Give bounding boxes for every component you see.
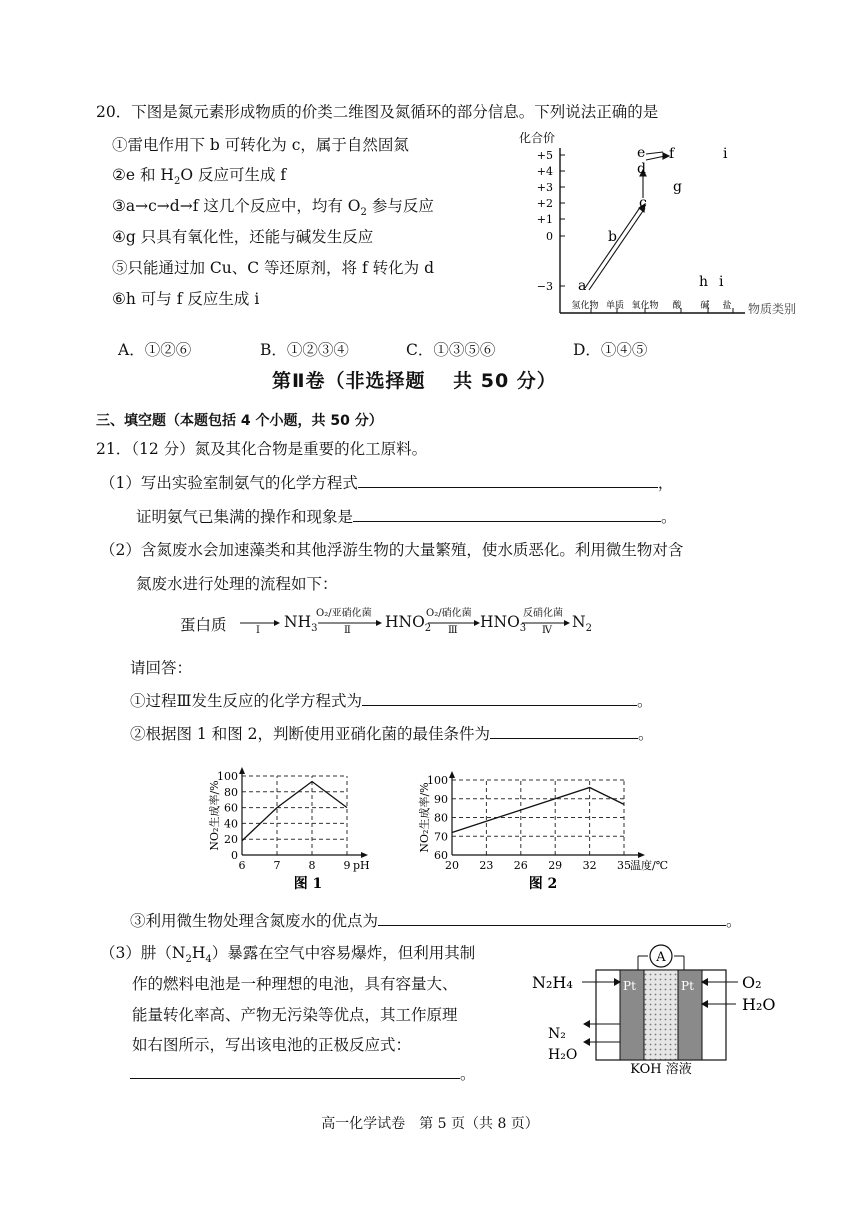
ytick-0: 0: [546, 230, 553, 243]
answer-blank-1[interactable]: [358, 473, 658, 488]
koh-label: KOH 溶液: [630, 1062, 692, 1077]
ytick-p4: +4: [536, 165, 553, 178]
point-i-top: i: [723, 146, 728, 162]
flow-step-3: Ⅲ: [448, 625, 458, 636]
q21-part2-line1: （2）含氮废水会加速藻类和其他浮游生物的大量繁殖，使水质恶化。利用微生物对含: [100, 541, 684, 559]
q20-statement-4: ④g 只具有氧化性，还能与碱发生反应: [112, 228, 374, 246]
q20-statement-5: ⑤只能通过加 Cu、C 等还原剂，将 f 转化为 d: [112, 259, 434, 277]
point-d: d: [637, 161, 646, 177]
x-axis-arrow: [361, 852, 368, 858]
point-g: g: [673, 179, 682, 195]
flow-n2: $N_2$: [572, 613, 592, 635]
ytick-p5: +5: [536, 149, 553, 162]
x-axis-label: pH: [353, 859, 370, 872]
y-axis-label: NO₂生成率/%: [418, 782, 431, 853]
x-axis-arrow: [638, 852, 645, 858]
y-tick-label: 60: [224, 801, 238, 815]
ytick-p1: +1: [536, 213, 553, 226]
ytick-p2: +2: [536, 197, 553, 210]
right-electrode-label: Pt: [681, 979, 694, 993]
x-tick-label: 26: [513, 859, 528, 872]
x-tick-label: 32: [582, 859, 597, 872]
answer-blank-2[interactable]: [353, 507, 661, 522]
diagram-ylabel: 化合价: [519, 131, 556, 145]
q21-stem: 21．（12 分）氮及其化合物是重要的化工原料。: [96, 440, 428, 458]
x-tick-label: 8: [308, 859, 316, 872]
y-tick-label: 90: [434, 792, 448, 806]
y-axis-arrow: [449, 771, 455, 778]
fuel-cell-diagram: [528, 942, 788, 1076]
xtick-acid: 酸: [672, 301, 682, 311]
q20-statement-6: ⑥h 可与 f 反应生成 i: [112, 290, 260, 308]
figure-2-title: 图 2: [528, 876, 558, 892]
point-b: b: [608, 229, 617, 245]
flow-step-2: Ⅱ: [344, 625, 351, 636]
answer-blank-6[interactable]: [130, 1064, 460, 1079]
y-tick-label: 20: [224, 833, 238, 847]
q20-stem: 20．下图是氮元素形成物质的价类二维图及氮循环的部分信息。下列说法正确的是: [96, 103, 659, 121]
q21-please-answer: 请回答：: [130, 659, 193, 677]
flow-start: 蛋白质: [180, 616, 227, 634]
option-a: A．①②⑥: [118, 341, 192, 359]
h2o-left-label: H₂O: [548, 1047, 578, 1063]
xtick-oxide: 氧化物: [631, 301, 659, 311]
q21-part3-line1: （3）肼$(N_2H_4)$暴露在空气中容易爆炸，但利用其制: [100, 944, 476, 966]
answer-blank-5[interactable]: [378, 911, 726, 926]
y-tick-label: 70: [434, 830, 448, 844]
point-i-bottom: i: [719, 274, 724, 290]
section-2-title: 第Ⅱ卷（非选择题 共 50 分）: [272, 370, 557, 392]
q21-part2-line2: 氮废水进行处理的流程如下：: [136, 575, 338, 593]
figure-1-chart: [200, 758, 395, 893]
flow-cond-2: O₂/亚硝化菌: [316, 608, 372, 619]
x-tick-label: 35: [617, 859, 631, 872]
flow-hno2: $HNO_2$: [385, 613, 432, 635]
xtick-element: 单质: [605, 301, 625, 311]
point-c: c: [639, 195, 647, 211]
y-axis-label: NO₂生成率/%: [208, 780, 221, 851]
flow-step-1: I: [256, 625, 260, 636]
x-tick-label: 29: [548, 859, 563, 872]
y-tick-label: 0: [231, 849, 238, 862]
q21-part3-line5: 。: [130, 1062, 476, 1084]
answer-blank-3[interactable]: [362, 691, 637, 706]
xtick-salt: 盐: [722, 301, 732, 311]
option-d: D．①④⑤: [573, 341, 648, 359]
flow-step-4: Ⅳ: [542, 625, 552, 636]
ammeter-label: A: [656, 950, 666, 965]
option-b: B．①②③④: [260, 341, 349, 359]
xtick-base: 碱: [700, 301, 710, 311]
figure-1-title: 图 1: [293, 876, 323, 892]
figure-2-chart: [400, 758, 669, 893]
y-tick-label: 80: [434, 811, 448, 825]
valence-class-diagram: [505, 128, 810, 323]
part-3-heading: 三、填空题（本题包括 4 个小题，共 50 分）: [96, 413, 383, 429]
x-tick-label: 6: [238, 859, 246, 872]
x-axis-label: 温度/℃: [630, 859, 669, 872]
point-e: e: [637, 145, 646, 161]
page-footer: 高一化学试卷 第 5 页（共 8 页）: [321, 1116, 539, 1132]
ytick-m3: −3: [536, 280, 553, 293]
x-tick-label: 23: [479, 859, 494, 872]
q21-item-2: ②根据图 1 和图 2，判断使用亚硝化菌的最佳条件为 。: [130, 725, 654, 743]
flow-cond-3: O₂/硝化菌: [426, 608, 472, 619]
x-tick-label: 20: [445, 859, 459, 872]
answer-blank-4[interactable]: [490, 724, 638, 739]
q20-statement-1: ①雷电作用下 b 可转化为 c，属于自然固氮: [112, 136, 409, 154]
y-tick-label: 100: [427, 774, 448, 787]
o2-label: O₂: [742, 973, 762, 992]
option-c: C．①③⑤⑥: [406, 341, 496, 359]
q21-part3-line2: 作的燃料电池是一种理想的电池，具有容量大、: [132, 975, 458, 993]
left-electrode-label: Pt: [623, 979, 636, 993]
flow-nh3: $NH_3$: [284, 613, 318, 635]
q21-part1-line2: 证明氨气已集满的操作和现象是 。: [136, 508, 677, 526]
q21-item-3: ③利用微生物处理含氮废水的优点为 。: [130, 912, 742, 930]
point-f: f: [669, 146, 675, 162]
h2o-right-label: H₂O: [742, 995, 776, 1014]
y-tick-label: 60: [434, 849, 448, 862]
q21-item-1: ①过程Ⅲ发生反应的化学方程式为 。: [130, 692, 653, 710]
series-line: [452, 788, 624, 833]
series-line: [242, 782, 347, 841]
q21-part3-line4: 如右图所示，写出该电池的正极反应式：: [132, 1036, 412, 1054]
point-h: h: [699, 274, 709, 290]
flow-cond-4: 反硝化菌: [523, 608, 563, 619]
xtick-hydride: 氢化物: [571, 301, 599, 311]
diagram-xlabel: 物质类别: [748, 302, 797, 316]
process-flow: [180, 602, 600, 644]
q20-statement-3: ③a→c→d→f 这几个反应中，均有 $O_2$ 参与反应: [112, 197, 434, 219]
q21-part3-line3: 能量转化率高、产物无污染等优点，其工作原理: [132, 1006, 458, 1024]
electrolyte-region: [644, 970, 678, 1060]
q20-statement-2: ②e 和 $H_2O$ 反应可生成 f: [112, 166, 287, 188]
n2h4-label: N₂H₄: [532, 973, 573, 992]
y-tick-label: 100: [217, 770, 238, 783]
y-tick-label: 40: [224, 817, 238, 831]
x-tick-label: 9: [343, 859, 351, 872]
q21-part1-line1: （1）写出实验室制氨气的化学方程式 ，: [100, 474, 674, 492]
flow-hno3: $HNO_3$: [480, 613, 527, 635]
y-tick-label: 80: [224, 785, 238, 799]
y-axis-arrow: [239, 767, 245, 774]
point-a: a: [578, 278, 587, 294]
x-tick-label: 7: [273, 859, 281, 872]
n2-out-label: N₂: [548, 1026, 566, 1042]
ytick-p3: +3: [536, 181, 553, 194]
